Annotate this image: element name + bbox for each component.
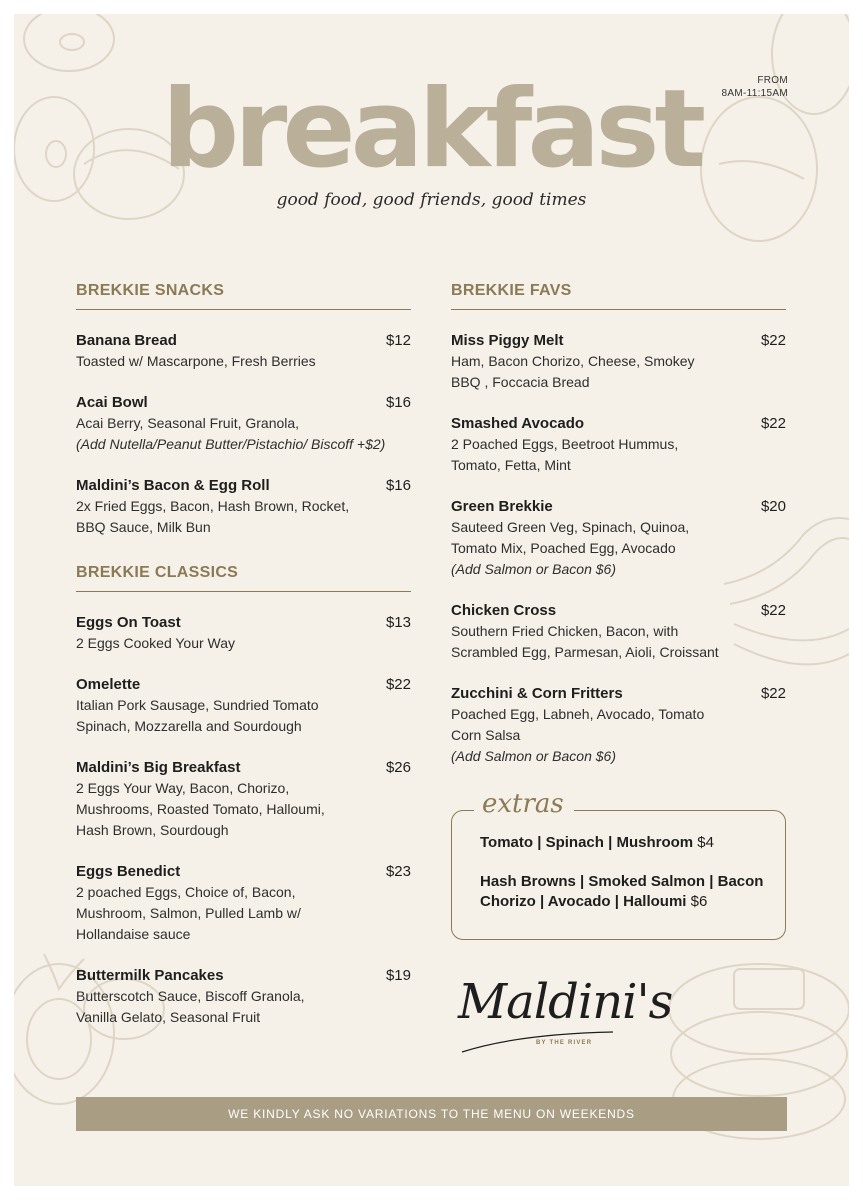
menu-item (451, 413, 786, 476)
menu-item-description: Mushroom, Salmon, Pulled Lamb w/ (76, 905, 301, 921)
menu-item-note: (Add Nutella/Peanut Butter/Pistachio/ Biscoff +$2) (76, 436, 386, 452)
menu-item-description: Acai Berry, Seasonal Fruit, Granola, (76, 415, 300, 431)
menu-item-description: Toasted w/ Mascarpone, Fresh Berries (76, 353, 316, 369)
menu-item-price: $16 (385, 394, 411, 411)
menu-item-description: BBQ , Foccacia Bread (451, 374, 590, 390)
menu-item-name: Zucchini & Corn Fritters (451, 685, 623, 702)
menu-item-description: 2x Fried Eggs, Bacon, Hash Brown, Rocket, (76, 498, 350, 514)
menu-item-name: Chicken Cross (451, 602, 557, 619)
menu-item (76, 475, 411, 538)
right-column (451, 282, 786, 787)
menu-item-description: Tomato, Fetta, Mint (451, 457, 571, 473)
logo-subtitle: BY THE RIVER (536, 1040, 593, 1046)
menu-item-name: Banana Bread (76, 332, 177, 349)
menu-item-header (76, 965, 411, 986)
extras-line-1-text: Tomato | Spinach | Mushroom (480, 834, 694, 851)
menu-item-header (76, 612, 411, 633)
menu-item-description: BBQ Sauce, Milk Bun (76, 519, 211, 535)
menu-item (76, 674, 411, 737)
menu-item-header (76, 757, 411, 778)
menu-item (76, 861, 411, 945)
menu-item-header (451, 330, 786, 351)
menu-item-description: 2 Eggs Your Way, Bacon, Chorizo, (76, 780, 290, 796)
extras-box (451, 789, 786, 940)
menu-item-description: Poached Egg, Labneh, Avocado, Tomato (451, 706, 705, 722)
menu-item-description: Hollandaise sauce (76, 926, 191, 942)
menu-item-description: Vanilla Gelato, Seasonal Fruit (76, 1009, 261, 1025)
logo-underline (458, 1024, 618, 1054)
extras-line-3 (480, 892, 707, 912)
menu-item-note: (Add Salmon or Bacon $6) (451, 748, 616, 764)
hours-value: 8AM-11:15AM (721, 88, 788, 99)
left-column (76, 282, 411, 1048)
page-title: breakfast (161, 67, 702, 192)
menu-item-header (451, 496, 786, 517)
menu-item-name: Acai Bowl (76, 394, 148, 411)
menu-item-name: Green Brekkie (451, 498, 553, 515)
menu-item-description: Ham, Bacon Chorizo, Cheese, Smokey (451, 353, 695, 369)
menu-item-description: Tomato Mix, Poached Egg, Avocado (451, 540, 676, 556)
menu-item-description: Corn Salsa (451, 727, 521, 743)
menu-item-name: Buttermilk Pancakes (76, 967, 224, 984)
menu-item (76, 392, 411, 455)
menu-item-description: Mushrooms, Roasted Tomato, Halloumi, (76, 801, 325, 817)
footer-text: WE KINDLY ASK NO VARIATIONS TO THE MENU ON WEEKENDS (228, 1107, 635, 1121)
extras-line-1 (480, 833, 714, 853)
menu-section (76, 282, 411, 538)
logo-name: Maldini's (458, 974, 673, 1030)
menu-item-name: Maldini’s Big Breakfast (76, 759, 241, 776)
menu-item (76, 330, 411, 372)
menu-item-price: $22 (760, 332, 786, 349)
menu-item-price: $22 (385, 676, 411, 693)
menu-item-price: $12 (385, 332, 411, 349)
menu-item (76, 612, 411, 654)
menu-item (76, 757, 411, 841)
extras-line-2: Hash Browns | Smoked Salmon | Bacon (480, 873, 764, 890)
menu-item-name: Eggs On Toast (76, 614, 181, 631)
extras-title: extras (474, 789, 574, 819)
menu-item (451, 496, 786, 580)
menu-item-price: $13 (385, 614, 411, 631)
menu-item-price: $20 (760, 498, 786, 515)
menu-item-name: Miss Piggy Melt (451, 332, 564, 349)
menu-item-description: Southern Fried Chicken, Bacon, with (451, 623, 679, 639)
menu-item-price: $16 (385, 477, 411, 494)
extras-line-1-price: $4 (697, 834, 714, 851)
menu-item (451, 683, 786, 767)
menu-item (451, 600, 786, 663)
menu-item-description: Hash Brown, Sourdough (76, 822, 229, 838)
menu-item-description: 2 Eggs Cooked Your Way (76, 635, 236, 651)
menu-item-price: $26 (385, 759, 411, 776)
menu-item-description: 2 poached Eggs, Choice of, Bacon, (76, 884, 296, 900)
menu-item-header (451, 413, 786, 434)
tagline: good food, good friends, good times (276, 190, 587, 210)
menu-section (451, 282, 786, 767)
hours-label: FROM (757, 75, 788, 86)
logo (454, 974, 673, 1064)
extras-line-3-text: Chorizo | Avocado | Halloumi (480, 893, 687, 910)
menu-section (76, 564, 411, 1028)
menu-item-price: $22 (760, 685, 786, 702)
menu-item (451, 330, 786, 393)
menu-item-description: Scrambled Egg, Parmesan, Aioli, Croissant (451, 644, 719, 660)
menu-item-note: (Add Salmon or Bacon $6) (451, 561, 616, 577)
menu-item-name: Maldini’s Bacon & Egg Roll (76, 477, 270, 494)
menu-item-header (76, 475, 411, 496)
extras-line-3-price: $6 (690, 893, 708, 910)
menu-item-price: $19 (385, 967, 411, 984)
section-heading: BREKKIE FAVS (451, 282, 786, 310)
menu-item-name: Omelette (76, 676, 141, 693)
menu-item-description: Butterscotch Sauce, Biscoff Granola, (76, 988, 305, 1004)
section-heading: BREKKIE SNACKS (76, 282, 411, 310)
menu-item-price: $22 (760, 602, 786, 619)
menu-item-header (451, 683, 786, 704)
menu-item-name: Eggs Benedict (76, 863, 181, 880)
menu-item-description: 2 Poached Eggs, Beetroot Hummus, (451, 436, 679, 452)
menu-item-price: $22 (760, 415, 786, 432)
menu-item-description: Sauteed Green Veg, Spinach, Quinoa, (451, 519, 690, 535)
menu-item-header (451, 600, 786, 621)
section-heading: BREKKIE CLASSICS (76, 564, 411, 592)
footer-banner (76, 1097, 787, 1131)
menu-item-header (76, 674, 411, 695)
menu-item-header (76, 861, 411, 882)
menu-item-description: Italian Pork Sausage, Sundried Tomato (76, 697, 319, 713)
menu-item-name: Smashed Avocado (451, 415, 585, 432)
menu-item-description: Spinach, Mozzarella and Sourdough (76, 718, 302, 734)
menu-item-header (76, 330, 411, 351)
menu-item-price: $23 (385, 863, 411, 880)
menu-item-header (76, 392, 411, 413)
menu-item (76, 965, 411, 1028)
menu-page (14, 14, 849, 1186)
